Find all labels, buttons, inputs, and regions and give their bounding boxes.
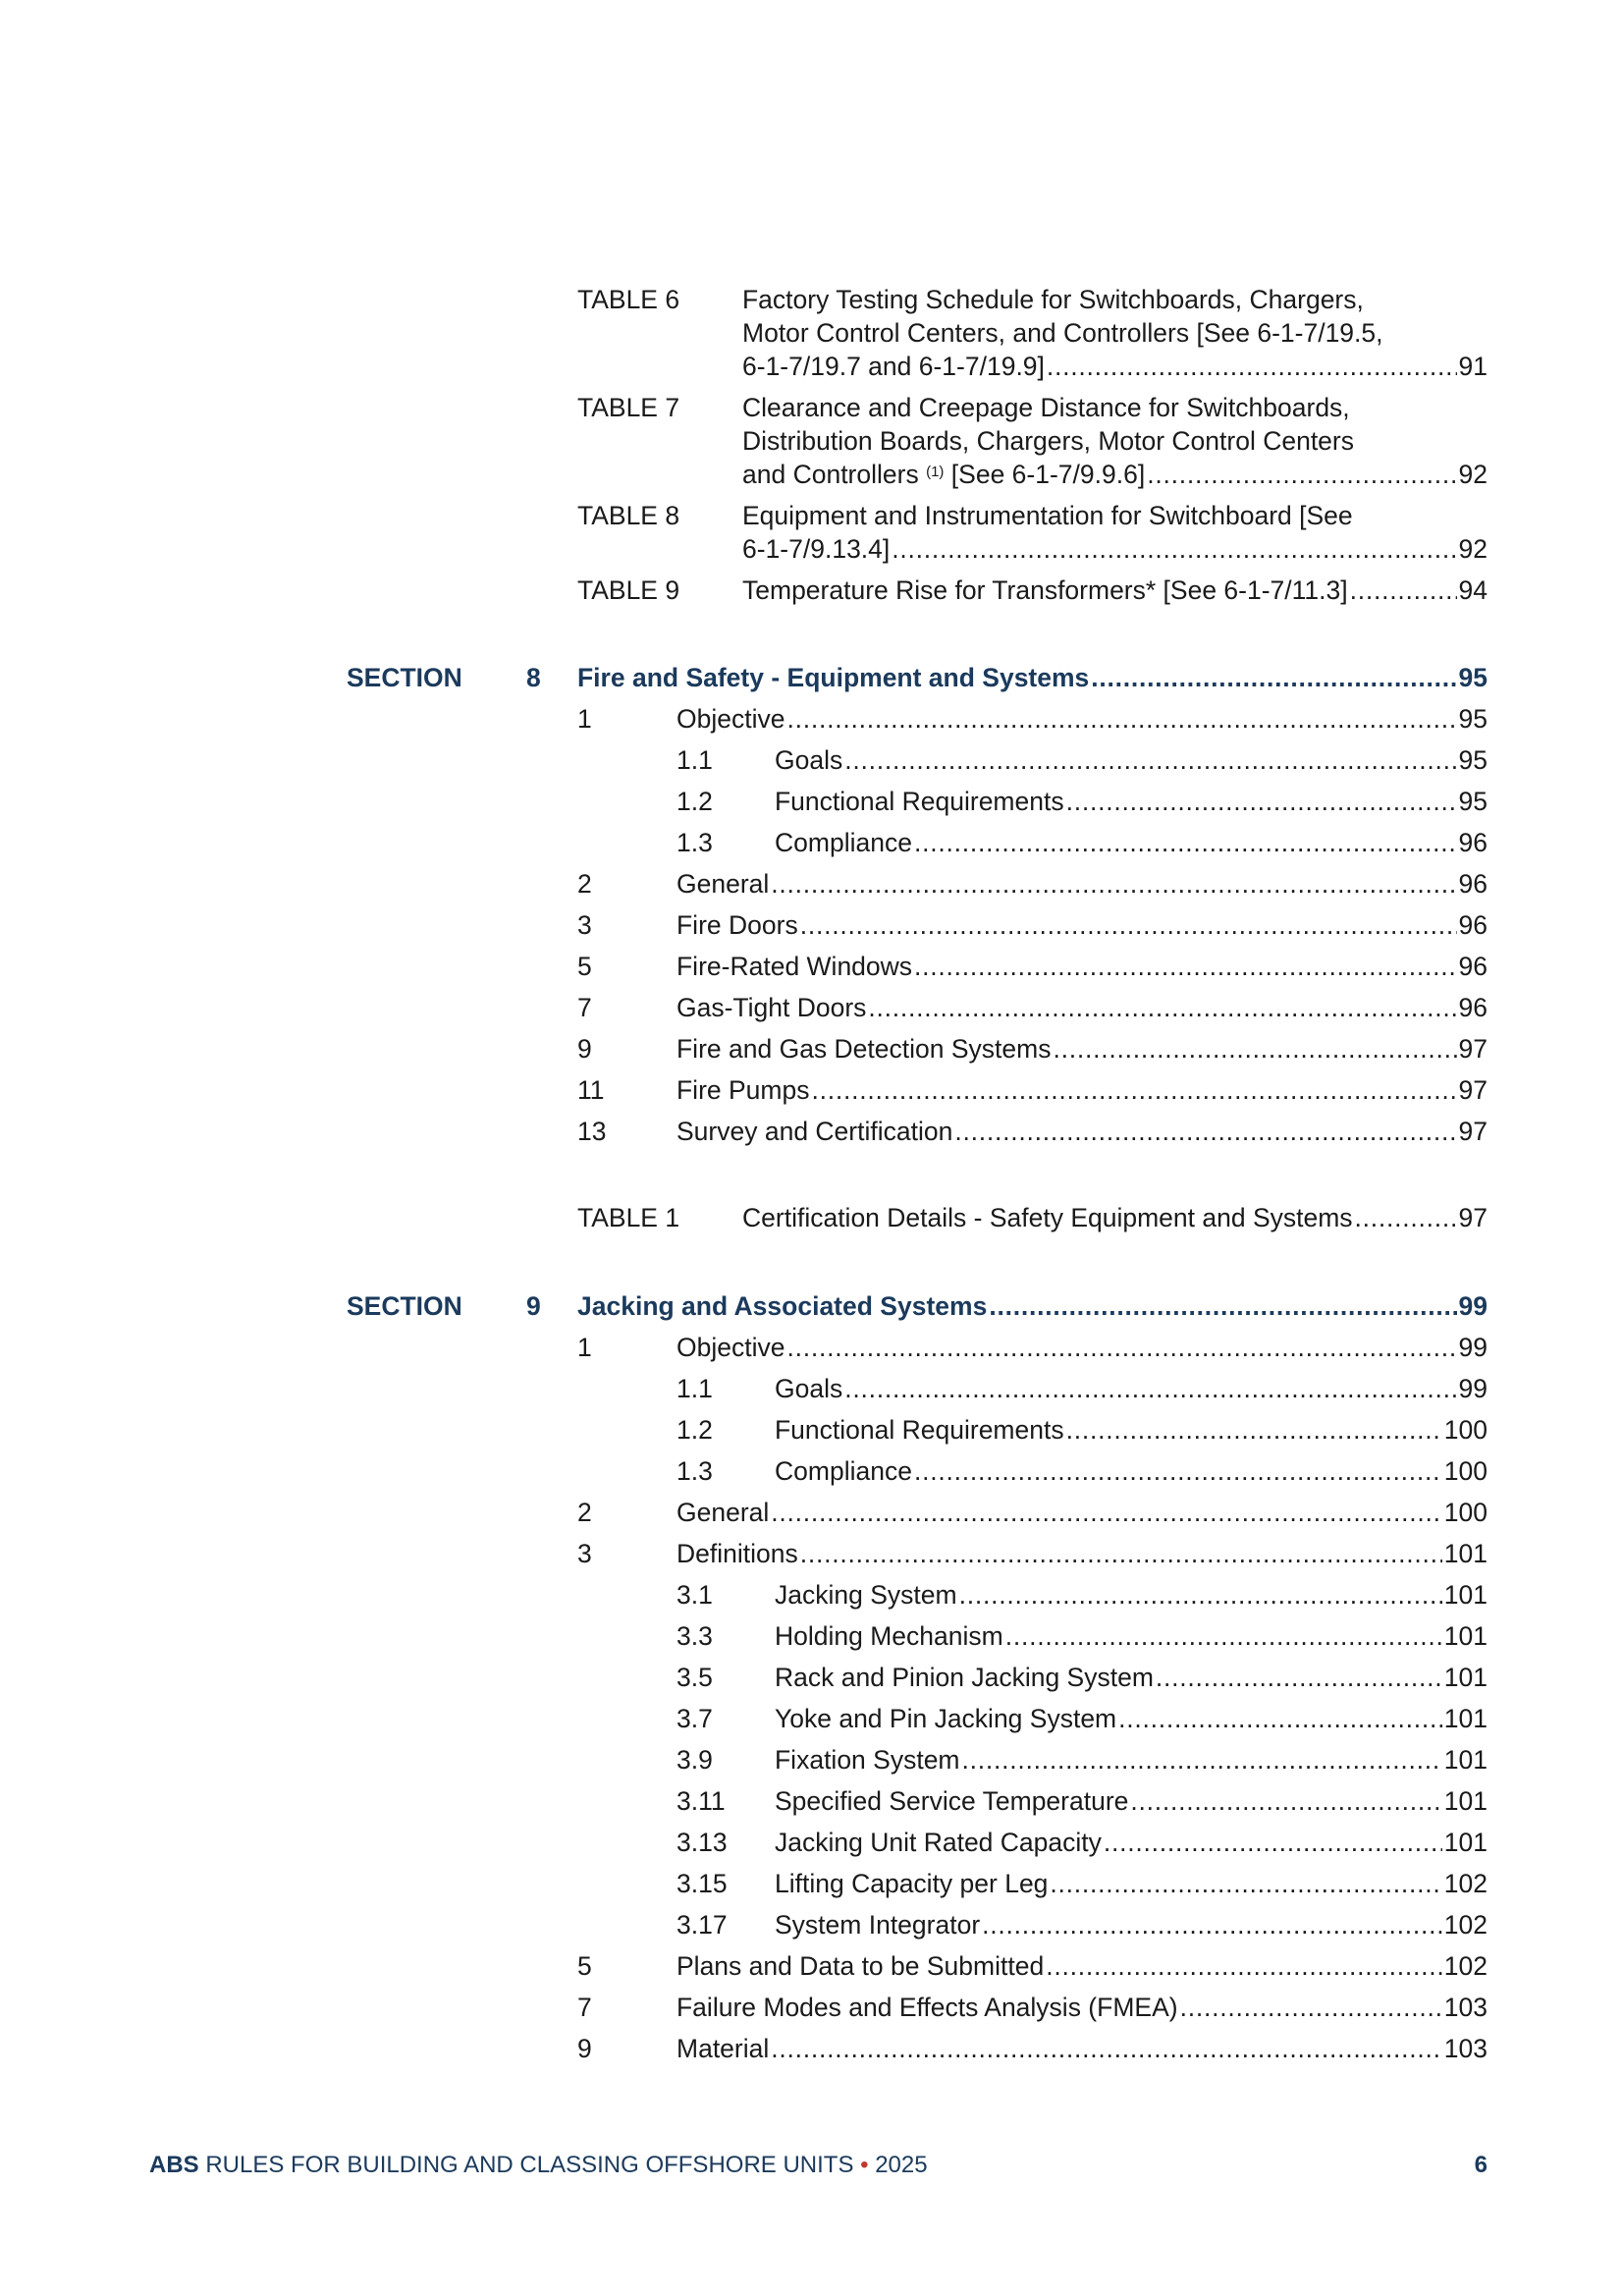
section-title: Fire and Safety - Equipment and Systems: [577, 663, 1090, 692]
toc-entry-table-8[interactable]: [742, 532, 1488, 566]
toc-entry[interactable]: [676, 1991, 1488, 2024]
entry-title: Plans and Data to be Submitted: [676, 1951, 1045, 1981]
entry-number: 3: [577, 1539, 592, 1568]
entry-number: 1: [577, 704, 592, 734]
page-ref: 102: [1443, 1951, 1488, 1981]
dot-leader: [1050, 1867, 1441, 1900]
dot-leader: [771, 2032, 1442, 2065]
entry-number: 7: [577, 1993, 592, 2022]
dot-leader: [1156, 1661, 1442, 1694]
entry-number: 1.2: [676, 787, 713, 816]
dot-leader: [1047, 350, 1457, 383]
toc-entry[interactable]: [775, 743, 1488, 777]
table-title-line: 6-1-7/19.7 and 6-1-7/19.9]: [742, 352, 1045, 381]
entry-number: 11: [577, 1075, 605, 1105]
toc-entry[interactable]: [775, 785, 1488, 818]
dot-leader: [1350, 574, 1457, 607]
page-ref: 95: [1458, 663, 1488, 692]
dot-leader: [1147, 458, 1456, 491]
dot-leader: [914, 1454, 1442, 1488]
table-title-line: and Controllers: [742, 460, 919, 489]
table-title-line: Motor Control Centers, and Controllers [See 6-1-7/19.5,: [742, 318, 1383, 348]
page-ref: 97: [1458, 1117, 1488, 1146]
entry-title: Definitions: [676, 1539, 798, 1568]
entry-title: Lifting Capacity per Leg: [775, 1869, 1049, 1898]
page-ref: 101: [1443, 1621, 1488, 1651]
dot-leader: [771, 867, 1456, 901]
page-ref: 97: [1458, 1075, 1488, 1105]
entry-number: 7: [577, 993, 592, 1022]
page-ref: 101: [1443, 1580, 1488, 1610]
toc-entry[interactable]: [775, 1908, 1488, 1941]
dot-leader: [1066, 1413, 1442, 1447]
toc-entry-table-6[interactable]: [742, 350, 1488, 383]
toc-entry[interactable]: [775, 1784, 1488, 1818]
page-ref: 102: [1443, 1869, 1488, 1898]
entry-number: 3.5: [676, 1663, 713, 1692]
entry-number: 3: [577, 910, 592, 940]
entry-number: 1.3: [676, 828, 713, 857]
entry-number: 3.15: [676, 1869, 728, 1898]
section-word: SECTION: [347, 663, 462, 692]
entry-title: Failure Modes and Effects Analysis (FMEA): [676, 1993, 1178, 2022]
page-ref: 97: [1458, 1034, 1488, 1064]
entry-title: Gas-Tight Doors: [676, 993, 867, 1022]
footer-title: [149, 2149, 928, 2182]
entry-title: General: [676, 1498, 770, 1527]
entry-title: System Integrator: [775, 1910, 981, 1940]
table-title-ref: [See 6-1-7/9.9.6]: [950, 460, 1146, 489]
page-ref: 99: [1458, 1333, 1488, 1362]
entry-number: 9: [577, 1034, 592, 1064]
table-title-line: Clearance and Creepage Distance for Switchboards,: [742, 393, 1350, 422]
toc-entry[interactable]: [775, 1661, 1488, 1694]
entry-title: Compliance: [775, 1456, 912, 1486]
page-ref: 101: [1443, 1663, 1488, 1692]
toc-entry[interactable]: [775, 826, 1488, 859]
page-ref: 100: [1443, 1415, 1488, 1445]
dot-leader: [989, 1289, 1456, 1323]
entry-number: 3.17: [676, 1910, 728, 1940]
entry-number: 5: [577, 952, 592, 981]
dot-leader: [786, 1331, 1456, 1364]
toc-entry[interactable]: [775, 1743, 1488, 1777]
table-title-line: Factory Testing Schedule for Switchboards, Chargers,: [742, 285, 1364, 314]
dot-leader: [1118, 1702, 1442, 1735]
toc-entry-table-9[interactable]: [742, 574, 1488, 607]
entry-title: Material: [676, 2034, 770, 2063]
table-title-line: Temperature Rise for Transformers* [See 6-1-7/11.3]: [742, 575, 1348, 605]
entry-title: Objective: [676, 1333, 785, 1362]
page-ref: 96: [1458, 993, 1488, 1022]
entry-title: Jacking Unit Rated Capacity: [775, 1828, 1102, 1857]
entry-number: 2: [577, 869, 592, 899]
page-ref: 96: [1458, 828, 1488, 857]
toc-entry[interactable]: [676, 1496, 1488, 1529]
entry-title: Yoke and Pin Jacking System: [775, 1704, 1117, 1733]
table-label: TABLE 7: [577, 393, 680, 422]
entry-number: 1.1: [676, 1374, 713, 1403]
page-ref: 92: [1458, 460, 1488, 489]
dot-leader: [1104, 1826, 1442, 1859]
dot-leader: [1355, 1201, 1457, 1234]
entry-number: 3.1: [676, 1580, 713, 1610]
entry-number: 1.3: [676, 1456, 713, 1486]
page-ref: 103: [1443, 1993, 1488, 2022]
page-ref: 91: [1458, 352, 1488, 381]
entry-title: General: [676, 869, 770, 899]
dot-leader: [982, 1908, 1442, 1941]
dot-leader: [959, 1578, 1442, 1612]
toc-entry[interactable]: [676, 2032, 1488, 2065]
entry-title: Fire Pumps: [676, 1075, 810, 1105]
footer-bullet: •: [860, 2152, 869, 2178]
dot-leader: [844, 743, 1456, 777]
entry-number: 9: [577, 2034, 592, 2063]
toc-entry-table-1[interactable]: [742, 1201, 1488, 1234]
entry-title: Goals: [775, 745, 843, 775]
dot-leader: [1091, 661, 1456, 694]
entry-title: Functional Requirements: [775, 787, 1064, 816]
table-label: TABLE 8: [577, 501, 680, 530]
section-word: SECTION: [347, 1291, 462, 1321]
dot-leader: [892, 532, 1456, 566]
entry-number: 3.9: [676, 1745, 713, 1775]
toc-entry[interactable]: [775, 1454, 1488, 1488]
entry-title: Fixation System: [775, 1745, 960, 1775]
entry-title: Holding Mechanism: [775, 1621, 1003, 1651]
entry-number: 3.3: [676, 1621, 713, 1651]
page-ref: 95: [1458, 745, 1488, 775]
section-heading[interactable]: [577, 1289, 1488, 1323]
table-title-line: Distribution Boards, Chargers, Motor Control Centers: [742, 426, 1354, 456]
table-label: TABLE 9: [577, 575, 680, 605]
page-ref: 100: [1443, 1498, 1488, 1527]
page-ref: 101: [1443, 1539, 1488, 1568]
page-ref: 101: [1443, 1745, 1488, 1775]
brand-logo-text: ABS: [149, 2152, 199, 2178]
toc-entry[interactable]: [676, 991, 1488, 1024]
entry-number: 1: [577, 1333, 592, 1362]
toc-entry[interactable]: [676, 1073, 1488, 1107]
page-ref: 94: [1458, 575, 1488, 605]
page-ref: 95: [1458, 704, 1488, 734]
page-ref: 96: [1458, 910, 1488, 940]
dot-leader: [1005, 1619, 1442, 1653]
section-heading[interactable]: [577, 661, 1488, 694]
dot-leader: [1066, 785, 1457, 818]
entry-number: 3.7: [676, 1704, 713, 1733]
page-ref: 101: [1443, 1704, 1488, 1733]
dot-leader: [811, 1073, 1456, 1107]
dot-leader: [786, 702, 1456, 736]
entry-number: 5: [577, 1951, 592, 1981]
entry-title: Survey and Certification: [676, 1117, 953, 1146]
page-ref: 101: [1443, 1828, 1488, 1857]
entry-title: Fire-Rated Windows: [676, 952, 913, 981]
page-ref: 101: [1443, 1786, 1488, 1816]
page-ref: 95: [1458, 787, 1488, 816]
page-ref: 103: [1443, 2034, 1488, 2063]
page-ref: 96: [1458, 869, 1488, 899]
footnote-marker: (1): [926, 464, 945, 480]
page-ref: 102: [1443, 1910, 1488, 1940]
table-title: Certification Details - Safety Equipment and Systems: [742, 1203, 1353, 1232]
entry-title: Objective: [676, 704, 785, 734]
toc-entry[interactable]: [775, 1619, 1488, 1653]
toc-entry[interactable]: [676, 702, 1488, 736]
entry-title: Functional Requirements: [775, 1415, 1064, 1445]
toc-entry[interactable]: [775, 1413, 1488, 1447]
entry-number: 2: [577, 1498, 592, 1527]
footer-year: 2025: [875, 2152, 928, 2178]
entry-title: Compliance: [775, 828, 912, 857]
footer-document-title: RULES FOR BUILDING AND CLASSING OFFSHORE UNITS: [205, 2152, 854, 2178]
toc-entry[interactable]: [676, 1032, 1488, 1066]
toc-entry[interactable]: [775, 1867, 1488, 1900]
dot-leader: [954, 1115, 1456, 1148]
dot-leader: [844, 1372, 1456, 1405]
dot-leader: [800, 1537, 1442, 1570]
entry-number: 3.11: [676, 1786, 726, 1816]
table-title-line: 6-1-7/9.13.4]: [742, 534, 891, 564]
table-label: TABLE 1: [577, 1203, 680, 1232]
page-number: 6: [1474, 2152, 1488, 2178]
entry-number: 3.13: [676, 1828, 728, 1857]
page-ref: 92: [1458, 534, 1488, 564]
dot-leader: [800, 908, 1457, 942]
toc-entry[interactable]: [676, 950, 1488, 983]
dot-leader: [914, 950, 1456, 983]
entry-title: Fire Doors: [676, 910, 798, 940]
dot-leader: [914, 826, 1457, 859]
dot-leader: [1130, 1784, 1441, 1818]
dot-leader: [1180, 1991, 1442, 2024]
entry-title: Goals: [775, 1374, 843, 1403]
entry-title: Fire and Gas Detection Systems: [676, 1034, 1052, 1064]
entry-title: Jacking System: [775, 1580, 957, 1610]
page-ref: 97: [1458, 1203, 1488, 1232]
dot-leader: [962, 1743, 1442, 1777]
toc-entry[interactable]: [676, 908, 1488, 942]
dot-leader: [1053, 1032, 1456, 1066]
toc-entry[interactable]: [775, 1702, 1488, 1735]
dot-leader: [868, 991, 1456, 1024]
toc-entry-table-7[interactable]: [742, 458, 1488, 491]
section-number: 9: [526, 1291, 541, 1321]
toc-entry[interactable]: [775, 1372, 1488, 1405]
entry-number: 1.2: [676, 1415, 713, 1445]
toc-entry[interactable]: [676, 1537, 1488, 1570]
section-number: 8: [526, 663, 541, 692]
section-title: Jacking and Associated Systems: [577, 1291, 988, 1321]
entry-number: 13: [577, 1117, 607, 1146]
toc-entry[interactable]: [676, 867, 1488, 901]
toc-entry[interactable]: [676, 1331, 1488, 1364]
toc-entry[interactable]: [676, 1115, 1488, 1148]
toc-entry[interactable]: [676, 1949, 1488, 1983]
page-ref: 99: [1458, 1374, 1488, 1403]
dot-leader: [1046, 1949, 1442, 1983]
entry-title: Rack and Pinion Jacking System: [775, 1663, 1154, 1692]
entry-number: 1.1: [676, 745, 713, 775]
table-label: TABLE 6: [577, 285, 680, 314]
page-ref: 96: [1458, 952, 1488, 981]
page-ref: 99: [1458, 1291, 1488, 1321]
table-title-line: Equipment and Instrumentation for Switchboard [See: [742, 501, 1353, 530]
toc-entry[interactable]: [775, 1826, 1488, 1859]
entry-title: Specified Service Temperature: [775, 1786, 1129, 1816]
page-ref: 100: [1443, 1456, 1488, 1486]
dot-leader: [771, 1496, 1442, 1529]
toc-entry[interactable]: [775, 1578, 1488, 1612]
